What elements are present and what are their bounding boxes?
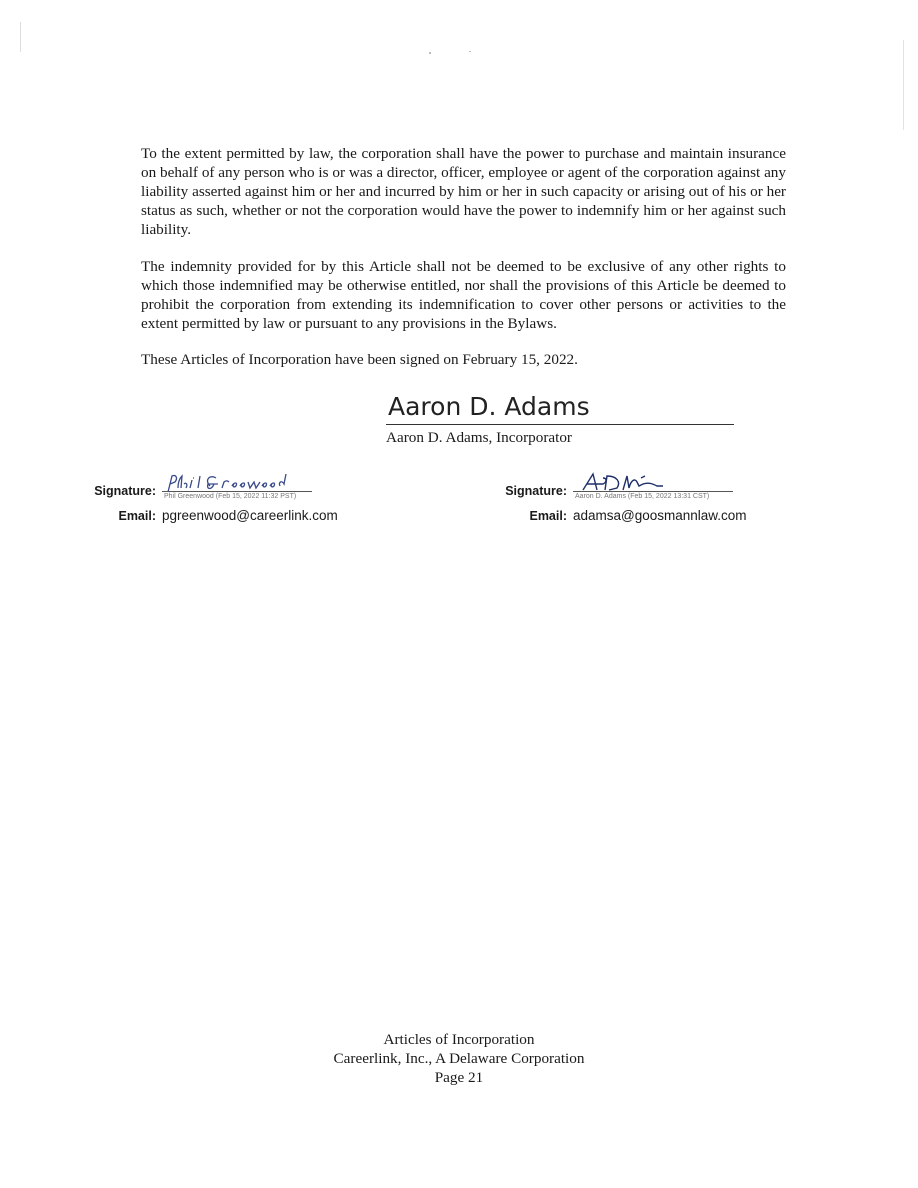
signature-field	[573, 472, 733, 498]
signature-field	[162, 472, 312, 498]
incorporator-signature-block	[386, 392, 736, 447]
scan-artifact	[20, 22, 21, 52]
footer-page-number: Page 21	[434, 1069, 484, 1086]
signature-timestamp: Aaron D. Adams (Feb 15, 2022 13:31 CST)	[575, 493, 710, 500]
email-label: Email:	[529, 509, 567, 523]
esignature-greenwood	[94, 472, 338, 523]
scan-artifact	[469, 51, 471, 52]
signature-label: Signature:	[94, 484, 156, 498]
page-footer	[0, 1030, 918, 1087]
esignature-adams	[503, 472, 747, 523]
email-value: pgreenwood@careerlink.com	[162, 508, 338, 523]
footer-company: Careerlink, Inc., A Delaware Corporation	[333, 1050, 585, 1067]
typed-signature: Aaron D. Adams	[388, 392, 590, 421]
signature-underline	[162, 491, 312, 492]
paragraph-insurance: To the extent permitted by law, the corporation shall have the power to purchase and maintain insurance on behalf of any person who is or was a director, officer, employee or agent of the corporation against any liability asserted against him or her and incurred by him or her in such capacity or arising out of his or her status as such, whether or not the corporation would have the power to indemnify him or her against such liability.	[141, 145, 786, 238]
scan-artifact	[903, 40, 904, 130]
signature-label: Signature:	[505, 484, 567, 498]
signature-underline	[573, 491, 733, 492]
footer-document-title: Articles of Incorporation	[383, 1031, 535, 1048]
paragraph-indemnity: The indemnity provided for by this Article shall not be deemed to be exclusive of any other rights to which those indemnified may be otherwise entitled, nor shall the provisions of this Article be deemed to prohibit the corporation from extending its indemnification to cover other persons or activities to the extent permitted by law or pursuant to any provisions in the Bylaws.	[141, 258, 786, 332]
email-value: adamsa@goosmannlaw.com	[573, 508, 747, 523]
paragraph-signed-date: These Articles of Incorporation have been signed on February 15, 2022.	[141, 351, 578, 368]
email-label: Email:	[118, 509, 156, 523]
scan-artifact	[429, 52, 431, 54]
incorporator-caption: Aaron D. Adams, Incorporator	[386, 429, 572, 446]
signature-line	[386, 424, 734, 425]
signature-timestamp: Phil Greenwood (Feb 15, 2022 11:32 PST)	[164, 493, 297, 500]
